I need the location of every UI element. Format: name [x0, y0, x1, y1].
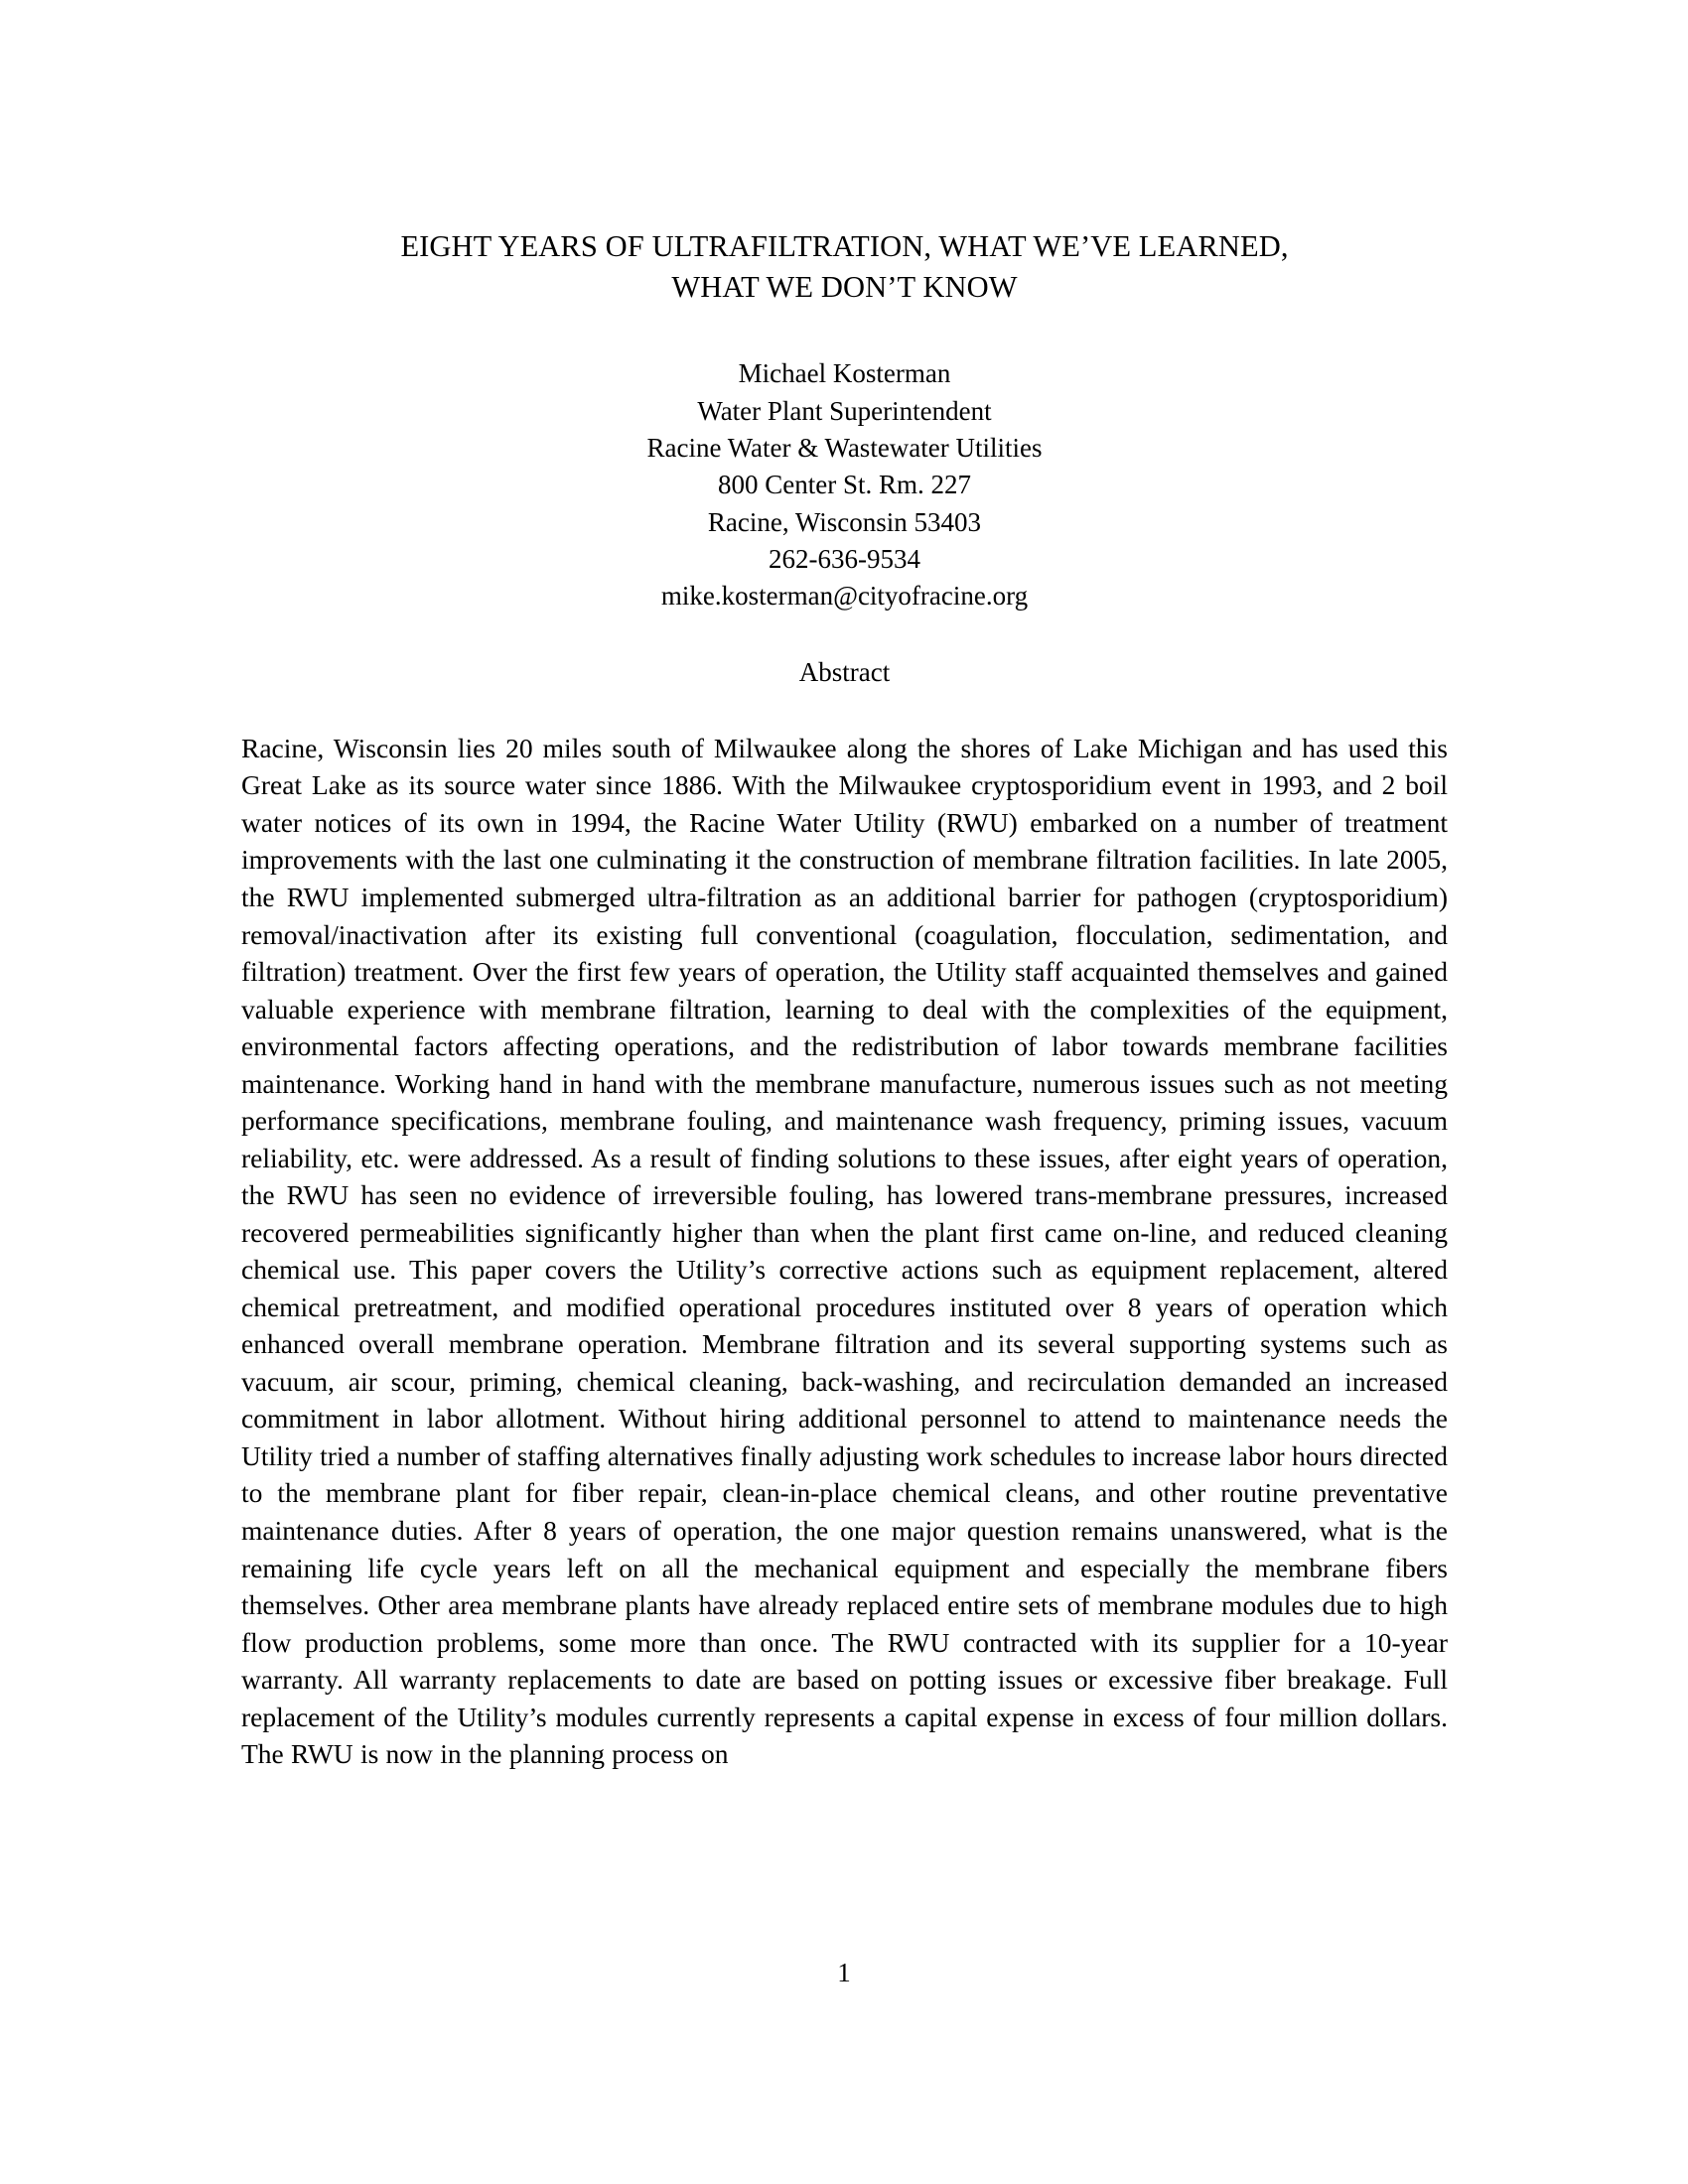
page-number: 1: [837, 1958, 851, 1987]
author-organization: Racine Water & Wastewater Utilities: [646, 432, 1043, 463]
author-address: 800 Center St. Rm. 227: [718, 470, 971, 500]
title-line-2: WHAT WE DON’T KNOW: [671, 269, 1018, 304]
author-name: Michael Kosterman: [738, 358, 951, 389]
page-title: [241, 226, 1448, 307]
author-job-title: Water Plant Superintendent: [697, 395, 992, 426]
author-phone: 262-636-9534: [769, 544, 920, 575]
abstract-heading: Abstract: [798, 656, 891, 687]
author-city-state-zip: Racine, Wisconsin 53403: [707, 506, 982, 537]
title-line-1: EIGHT YEARS OF ULTRAFILTRATION, WHAT WE’VE LEARNED,: [400, 229, 1289, 263]
author-block: [241, 355, 1448, 615]
author-email: mike.kosterman@cityofracine.org: [660, 581, 1029, 612]
abstract-body: Racine, Wisconsin lies 20 miles south of Milwaukee along the shores of Lake Michigan and has used this Great Lake as its source water since 1886. With the Milwaukee cryptosporidium event in 1993, and 2 boil water notices of its own in 1994, the Racine Water Utility (RWU) embarked on a number of treatment improvements with the last one culminating it the construction of membrane filtration facilities. In late 2005, the RWU implemented submerged ultra-filtration as an additional barrier for pathogen (cryptosporidium) removal/inactivation after its existing full conventional (coagulation, flocculation, sedimentation, and filtration) treatment. Over the first few years of operation, the Utility staff acquainted themselves and gained valuable experience with membrane filtration, learning to deal with the complexities of the equipment, environmental factors affecting operations, and the redistribution of labor towards membrane facilities maintenance. Working hand in hand with the membrane manufacture, numerous issues such as not meeting performance specifications, membrane fouling, and maintenance wash frequency, priming issues, vacuum reliability, etc. were addressed. As a result of finding solutions to these issues, after eight years of operation, the RWU has seen no evidence of irreversible fouling, has lowered trans-membrane pressures, increased recovered permeabilities significantly higher than when the plant first came on-line, and reduced cleaning chemical use. This paper covers the Utility’s corrective actions such as equipment replacement, altered chemical pretreatment, and modified operational procedures instituted over 8 years of operation which enhanced overall membrane operation. Membrane filtration and its several supporting systems such as vacuum, air scour, priming, chemical cleaning, back-washing, and recirculation demanded an increased commitment in labor allotment. Without hiring additional personnel to attend to maintenance needs the Utility tried a number of staffing alternatives finally adjusting work schedules to increase labor hours directed to the membrane plant for fiber repair, clean-in-place chemical cleans, and other routine preventative maintenance duties. After 8 years of operation, the one major question remains unanswered, what is the remaining life cycle years left on all the mechanical equipment and especially the membrane fibers themselves. Other area membrane plants have already replaced entire sets of membrane modules due to high flow production problems, some more than once. The RWU contracted with its supplier for a 10-year warranty. All warranty replacements to date are based on potting issues or excessive fiber breakage. Full replacement of the Utility’s modules currently represents a capital expense in excess of four million dollars. The RWU is now in the planning process on: [241, 732, 1448, 1770]
page-content: [241, 226, 1448, 1773]
